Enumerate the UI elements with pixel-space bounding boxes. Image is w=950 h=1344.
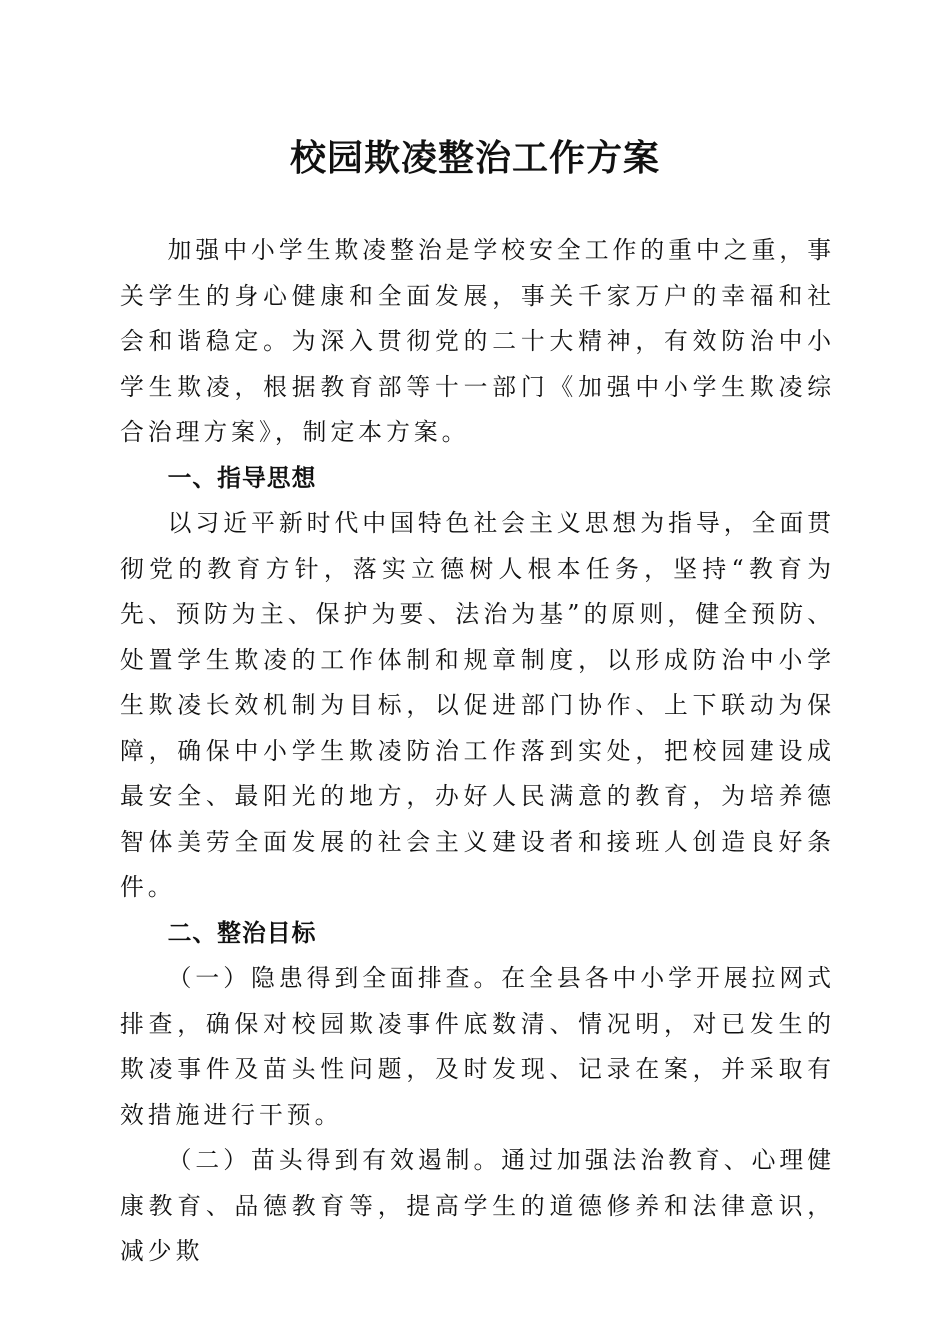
goal-item-1: （一）隐患得到全面排查。在全县各中小学开展拉网式排查，确保对校园欺凌事件底数清、情况明，对已发生的欺凌事件及苗头性问题，及时发现、记录在案，并采取有效措施进行干预。 — [120, 964, 835, 1129]
guiding-ideology-paragraph: 以习近平新时代中国特色社会主义思想为指导，全面贯彻党的教育方针，落实立德树人根本任务，坚持“教育为先、预防为主、保护为要、法治为基”的原则，健全预防、处置学生欺凌的工作体制和规章制度，以形成防治中小学生欺凌长效机制为目标，以促进部门协作、上下联动为保障，确保中小学生欺凌防治工作落到实处，把校园建设成最安全、最阳光的地方，办好人民满意的教育，为培养德智体美劳全面发展的社会主义建设者和接班人创造良好条件。 — [120, 509, 835, 901]
document-title: 校园欺凌整治工作方案 — [289, 137, 660, 179]
intro-paragraph: 加强中小学生欺凌整治是学校安全工作的重中之重，事关学生的身心健康和全面发展，事关千家万户的幸福和社会和谐稳定。为深入贯彻党的二十大精神，有效防治中小学生欺凌，根据教育部等十一部门《加强中小学生欺凌综合治理方案》，制定本方案。 — [120, 236, 835, 446]
document-body — [120, 228, 835, 1275]
section-heading-guiding-ideology: 一、指导思想 — [167, 463, 317, 492]
goal-item-2: （二）苗头得到有效遏制。通过加强法治教育、心理健康教育、品德教育等，提高学生的道德修养和法律意识，减少欺 — [120, 1146, 835, 1265]
section-heading-goals: 二、整治目标 — [167, 918, 317, 947]
